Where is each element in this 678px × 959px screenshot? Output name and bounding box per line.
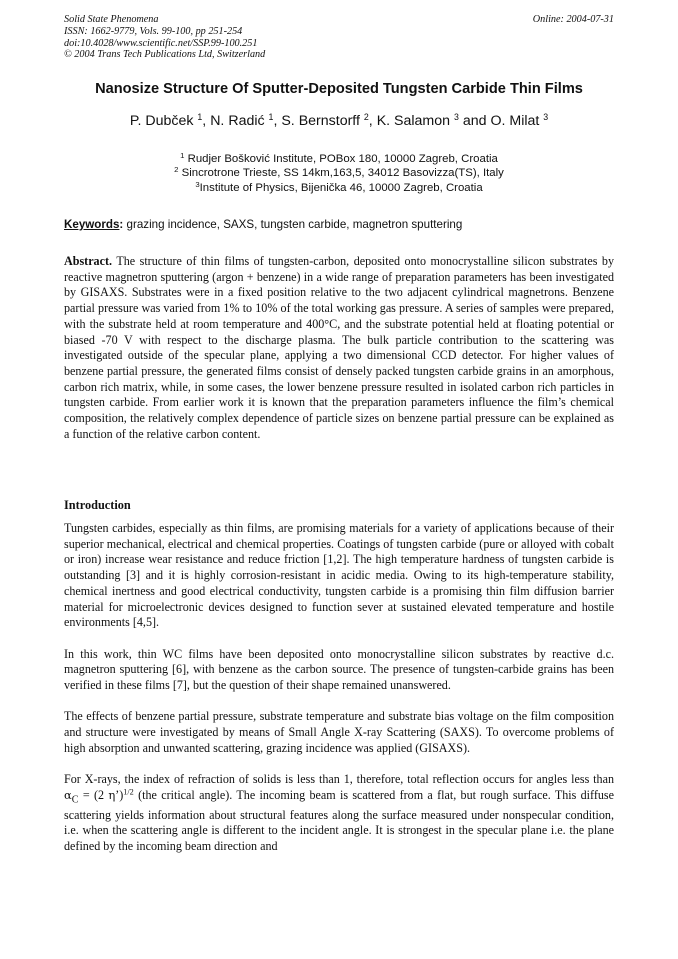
introduction-section bbox=[64, 498, 614, 870]
section-heading: Introduction bbox=[64, 498, 131, 512]
author-affil-marker: 3 bbox=[453, 112, 459, 123]
alpha-symbol: α bbox=[64, 787, 72, 802]
author-name: K. Salamon bbox=[376, 113, 451, 129]
affiliation bbox=[30, 166, 648, 180]
affiliation-number: 2 bbox=[174, 165, 179, 175]
author-separator: , bbox=[273, 113, 282, 129]
affiliation-number: 3 bbox=[195, 179, 200, 189]
keywords-line bbox=[64, 218, 614, 232]
author-separator: , bbox=[368, 113, 377, 129]
abstract-section bbox=[64, 254, 614, 458]
author-name: N. Radić bbox=[210, 113, 265, 129]
author-list bbox=[30, 112, 648, 130]
abstract-text: The structure of thin films of tungsten-carbon, deposited onto monocrystalline silicon substrates by reactive magnetron sputtering (argon + benzene) in a wide range of preparation parameters has been investigated by GISAXS. Substrates were in a fixed position relative to the two adjacent cylindrical magnetrons. Benzene partial pressure was varied from 1% to 10% of the total working gas pressure. A series of samples were prepared, with the substrate held at room temperature and 400°C, and the substrate potential held at floating potential or biased -70 V with respect to the discharge plasma. The bulk particle contribution to the scattering was investigated outside of the specular plane, applying a two dimensional CCD detector. For higher values of benzene partial pressure, the generated films consist of densely packed tungsten carbide grains in an amorphous, carbon rich matrix, while, in some cases, the lower benzene pressure resulted in isolated carbon rich particles in tungsten carbide. From earlier work it is known that the preparation parameters influence the film’s chemical composition, the relatively complex dependence of particle sizes on benzene partial pressure can be explained as a function of the relative carbon content. bbox=[64, 254, 614, 441]
author-separator: , bbox=[202, 113, 211, 129]
affiliation-text: Sincrotrone Trieste, SS 14km,163,5, 34012 Basovizza(TS), Italy bbox=[181, 167, 504, 180]
copyright-line: © 2004 Trans Tech Publications Ltd, Switzerland bbox=[64, 49, 266, 61]
affiliation-text: Institute of Physics, Bijenička 46, 10000 Zagreb, Croatia bbox=[199, 181, 483, 194]
author-affil-marker: 2 bbox=[363, 112, 369, 123]
affiliation bbox=[30, 181, 648, 195]
author-separator: and bbox=[458, 113, 491, 129]
author-affil-marker: 1 bbox=[197, 112, 203, 123]
abstract-label: Abstract. bbox=[64, 254, 113, 268]
equation-close: ’) bbox=[115, 787, 124, 802]
body-paragraph: Tungsten carbides, especially as thin films, are promising materials for a variety of applications because of their superior mechanical, electrical and chemical properties. Coatings of tungsten carbide (pure or alloyed with cobalt or iron) increase wear resistance and reduce friction [1,2]. The high temperature hardness of tungsten carbide is outstanding [3] and it is highly corrosion-resistant in acidic media. Owing to its high-temperature stability, chemical inertness and good electrical conductivity, tungsten carbide is a promising thin film diffusion barrier material for microelectronic devices designed to function sever at sustained elevated temperature and hostile environments [4,5]. bbox=[64, 521, 614, 630]
paragraph-text: For X-rays, the index of refraction of solids is less than 1, therefore, total reflection occurs for angles less than bbox=[64, 771, 614, 786]
eta-symbol: η bbox=[108, 787, 116, 802]
doi-line: doi:10.4028/www.scientific.net/SSP.99-100.251 bbox=[64, 37, 258, 49]
issn-line: ISSN: 1662-9779, Vols. 99-100, pp 251-254 bbox=[64, 25, 243, 37]
author-affil-marker: 1 bbox=[268, 112, 274, 123]
author-name: P. Dubček bbox=[129, 113, 194, 129]
author-name: S. Bernstorff bbox=[281, 113, 360, 129]
online-date: Online: 2004-07-31 bbox=[532, 14, 614, 25]
keywords-colon: : bbox=[119, 218, 124, 231]
affiliation-number: 1 bbox=[180, 150, 185, 160]
keywords-label: Keywords bbox=[64, 218, 120, 231]
paper-title: Nanosize Structure Of Sputter-Deposited Tungsten Carbide Thin Films bbox=[95, 81, 583, 97]
equation-text: = (2 bbox=[78, 787, 109, 802]
affiliation-list bbox=[30, 152, 648, 195]
critical-subscript: C bbox=[71, 794, 79, 806]
body-paragraph: In this work, thin WC films have been deposited onto monocrystalline silicon substrates by reactive d.c. magnetron sputtering [6], with benzene as the carbon source. The presence of tungsten-carbide grains has been verified in these films [7], but the question of their shape remained unanswered. bbox=[64, 646, 614, 692]
equation-exponent: 1/2 bbox=[123, 787, 134, 797]
affiliation-text: Rudjer Bošković Institute, POBox 180, 10000 Zagreb, Croatia bbox=[187, 153, 498, 165]
body-paragraph: The effects of benzene partial pressure, substrate temperature and substrate bias voltage on the film composition and structure were investigated by means of Small Angle X-ray Scattering (SAXS). To overcome problems of high absorption and unwanted scattering, grazing incidence was applied (GISAXS). bbox=[64, 709, 614, 755]
affiliation bbox=[30, 152, 648, 166]
journal-header bbox=[64, 14, 265, 61]
author-name: O. Milat bbox=[490, 113, 540, 129]
paragraph-text: (the critical angle). The incoming beam is scattered from a flat, but rough surface. This diffuse scattering yields information about structural features along the surface measured under nonspecular condition, i.e. when the scattering angle is different to the incident angle. It is strongest in the specular plane i.e. the plane defined by the incoming beam direction and bbox=[64, 787, 615, 854]
keywords-text: grazing incidence, SAXS, tungsten carbide, magnetron sputtering bbox=[123, 218, 463, 231]
journal-name: Solid State Phenomena bbox=[64, 14, 159, 25]
abstract-paragraph bbox=[64, 254, 614, 442]
body-paragraph bbox=[64, 772, 614, 855]
author-affil-marker: 3 bbox=[543, 112, 549, 123]
